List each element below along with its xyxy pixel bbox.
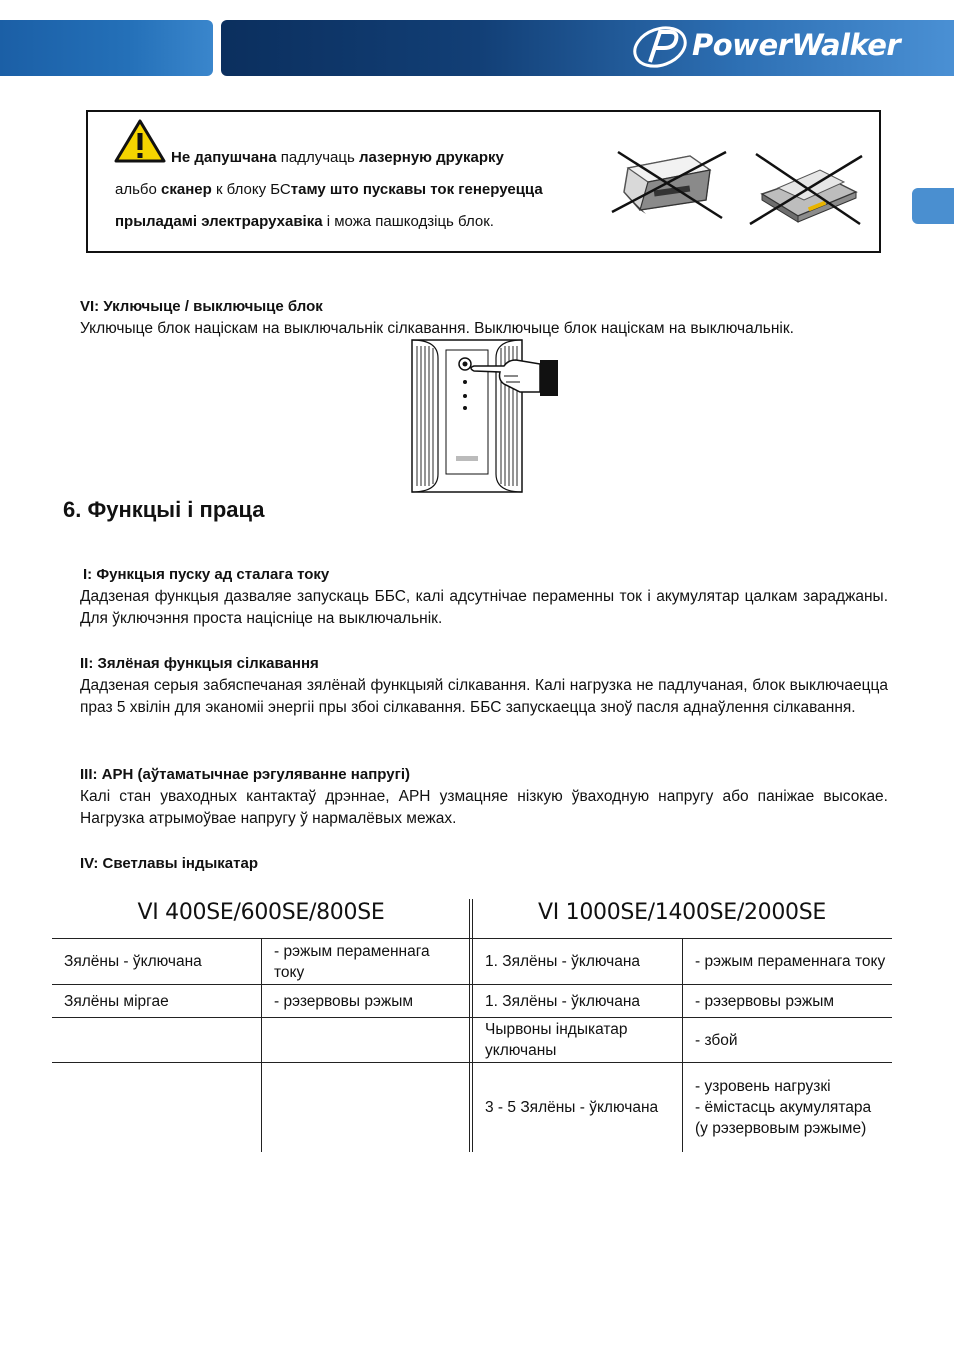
chapter-title: 6. Функцыі і праца: [63, 497, 265, 522]
section-iii-text: Калі стан уваходных кантактаў дрэннае, АРН узмацняе нізкую ўваходную напругу або паніжае высокае. Нагрузка атрымоўвае напругу ў нармалёвых межах.: [80, 788, 888, 827]
warning-bold-text: таму што пускавы ток генеруецца: [290, 181, 543, 198]
powerwalker-logo: [630, 24, 940, 70]
table-cell: [262, 1018, 469, 1062]
table-divider: [469, 899, 470, 1152]
warning-triangle-icon: [113, 118, 167, 164]
ups-power-button-illustration: [408, 338, 560, 496]
table-cell: - збой: [695, 1031, 738, 1049]
table-cell: [262, 1063, 469, 1152]
warning-text: к блоку БС: [211, 181, 291, 198]
warning-line-3: [115, 212, 494, 232]
table-cell: - рэзервовы рэжым: [274, 992, 414, 1010]
table-cell: - узровень нагрузкі - ёмістасць акумулятара (у рэзервовым рэжыме): [695, 1078, 872, 1137]
table-cell: [52, 1063, 261, 1152]
section-ii-text: Дадзеная серыя забяспечаная зялёнай функцыяй сілкавання. Калі нагрузка не падлучаная, блок выключаецца праз 5 хвілін для эканоміі энергіі пры збоі сілкавання. ББС запускаецца зноў пасля аднаўлення сілкавання.: [80, 677, 888, 716]
warning-line-2: [115, 180, 543, 200]
warning-bold-text: Не дапушчана: [171, 149, 277, 166]
crossed-printer-icon: [610, 148, 730, 220]
header-bar-left: [0, 20, 213, 76]
section-vi-heading: VI: Уключыце / выключыце блок: [80, 298, 323, 315]
warning-bold-text: прыладамі электрарухавіка: [115, 213, 323, 230]
table-cell: - рэзервовы рэжым: [695, 992, 835, 1010]
section-iii-heading: III: АРН (аўтаматычнае рэгуляванне напругі): [80, 766, 410, 783]
warning-text: альбо: [115, 181, 162, 198]
table-cell: 3 - 5 Зялёны - ўключана: [485, 1099, 659, 1116]
table-right-title: VI 1000SE/1400SE/2000SE: [537, 900, 827, 925]
table-cell: - рэжым пераменнага току: [695, 953, 886, 970]
warning-line-1: [171, 148, 504, 168]
table-cell: - рэжым пераменнага току: [274, 942, 430, 981]
section-vi-text: Уключыце блок націскам на выключальнік сілкавання. Выключыце блок націскам на выключальнік.: [80, 320, 794, 337]
section-ii-heading: II: Зялёная функцыя сілкавання: [80, 655, 319, 672]
section-iv-heading: IV: Светлавы індыкатар: [80, 855, 258, 872]
section-i-heading: I: Функцыя пуску ад сталага току: [83, 566, 330, 583]
crossed-scanner-icon: [748, 152, 866, 228]
table-cell: 1. Зялёны - ўключана: [485, 992, 641, 1010]
warning-text: падлучаць: [276, 149, 359, 166]
logo-swirl-icon: [630, 24, 692, 70]
table-cell: [52, 1018, 261, 1062]
side-tab: [912, 188, 954, 224]
warning-text: і можа пашкодзіць блок.: [322, 213, 494, 230]
section-i-text: Дадзеная функцыя дазваляе запускаць ББС, калі адсутнічае пераменны ток і акумулятар цалкам зараджаны. Для ўключэння проста націсніце на выключальнік.: [80, 588, 888, 627]
table-cell: Чырвоны індыкатар уключаны: [485, 1021, 628, 1059]
table-cell: Зялёны - ўключана: [64, 953, 202, 970]
warning-bold-text: сканер: [161, 181, 212, 198]
table-cell: Зялёны міргае: [64, 992, 169, 1010]
warning-bold-text: лазерную друкарку: [358, 149, 504, 166]
table-left-title: VI 400SE/600SE/800SE: [137, 900, 385, 925]
table-cell: 1. Зялёны - ўключана: [485, 953, 641, 970]
brand-name: PowerWalker: [692, 28, 901, 62]
